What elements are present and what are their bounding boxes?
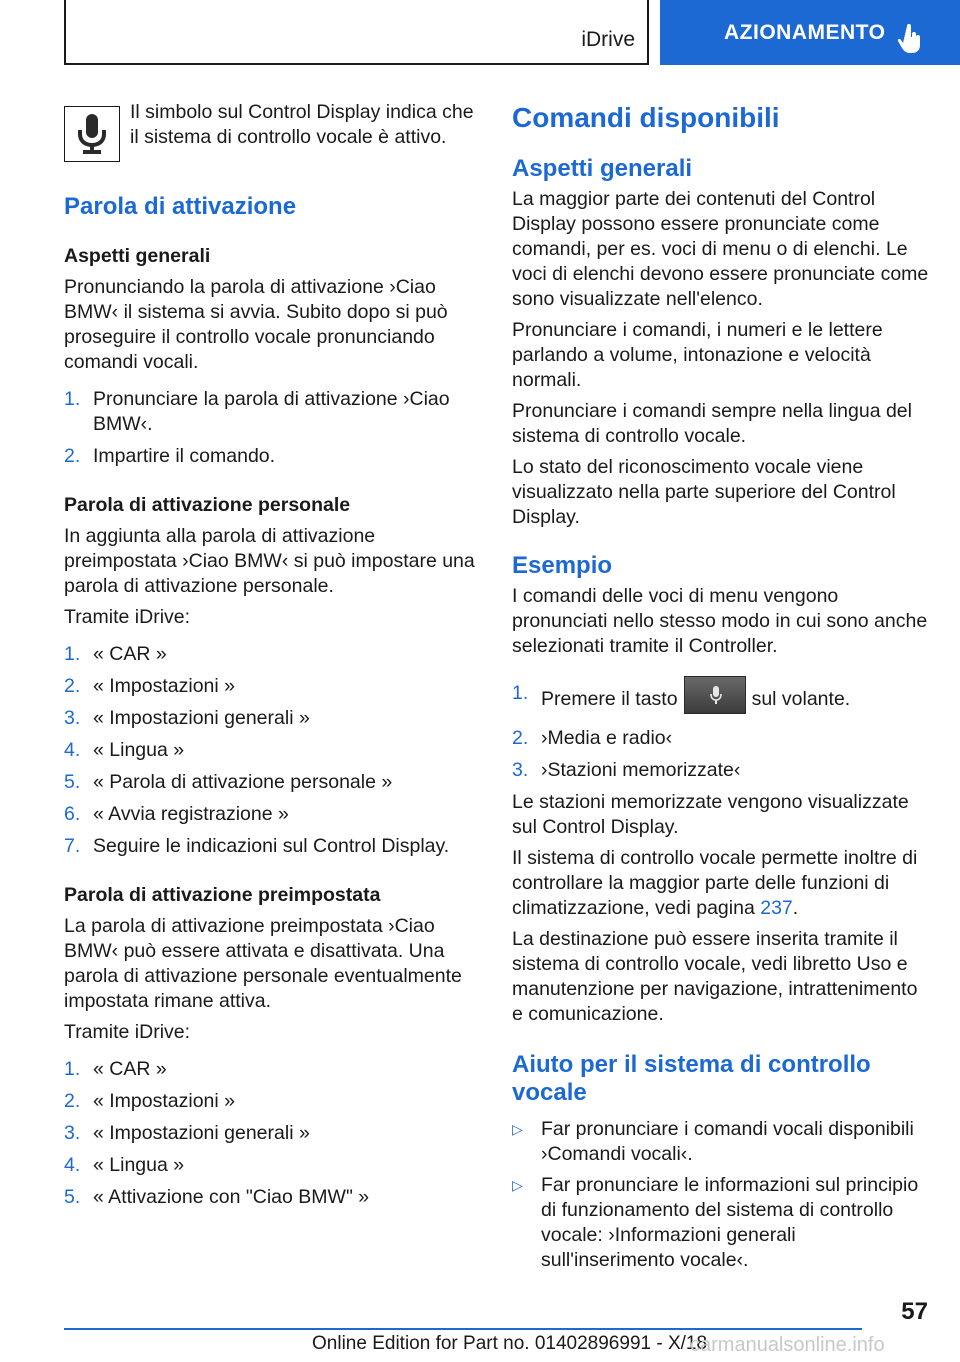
- list-item: 3. ›Stazioni memorizzate‹: [512, 759, 741, 781]
- list-item: ▷ Far pronunciare i comandi vocali disponibili ›Comandi vocali‹.: [512, 1118, 914, 1165]
- header-chapter-tab: [660, 0, 960, 65]
- left-column: [64, 100, 479, 1210]
- list-item: 2. ›Media e radio‹: [512, 727, 673, 749]
- steps-activation: [64, 387, 479, 469]
- heading-parola-personale: Parola di attivazione personale: [64, 494, 351, 516]
- heading-comandi-disponibili: Comandi disponibili: [512, 102, 780, 133]
- right-column: [512, 100, 930, 1273]
- header-chapter-title: AZIONAMENTO: [724, 20, 886, 44]
- footer-edition: Online Edition for Part no. 01402896991 - X/18: [312, 1333, 708, 1354]
- paragraph-destinazione: La destinazione può essere inserita tramite il sistema di controllo vocale, vedi libretto Uso e manutenzione per navigazione, intrattenimento e comunicazione.: [512, 928, 918, 1025]
- paragraph-parola-preimpostata: La parola di attivazione preimpostata ›Ciao BMW‹ può essere attivata e disattivata. Una parola di attivazione personale eventualmente impostata rimane attiva.: [64, 915, 462, 1012]
- paragraph-comandi-2: Pronunciare i comandi, i numeri e le lettere parlando a volume, intonazione e velocità normali.: [512, 319, 883, 391]
- list-item: 2. « Impostazioni »: [64, 675, 235, 697]
- list-item: 3. « Impostazioni generali »: [64, 1122, 310, 1144]
- list-item: 4. « Lingua »: [64, 1154, 185, 1176]
- paragraph-comandi-1: La maggior parte dei contenuti del Control Display possono essere pronunciate come comandi, per es. voci di menu o di elenchi. Le voci di elenchi devono essere pronunciate come sono visualizzate nell'elenco.: [512, 188, 929, 310]
- header-left-box: [64, 0, 649, 65]
- paragraph-comandi-4: Lo stato del riconoscimento vocale viene visualizzato nella parte superiore del Control Display.: [512, 456, 896, 528]
- heading-parola-preimpostata: Parola di attivazione preimpostata: [64, 884, 381, 906]
- hand-pointer-icon: [898, 24, 922, 54]
- page-number: 57: [901, 1298, 928, 1325]
- list-item: 6. « Avvia registrazione »: [64, 803, 289, 825]
- microphone-icon: [64, 106, 120, 162]
- paragraph-parola-personale: In aggiunta alla parola di attivazione preimpostata ›Ciao BMW‹ si può impostare una parola di attivazione personale.: [64, 525, 475, 597]
- paragraph-climatizzazione: Il sistema di controllo vocale permette inoltre di controllare la maggior parte delle funzioni di climatizzazione, vedi pagina 237.: [512, 847, 918, 919]
- paragraph-stazioni: Le stazioni memorizzate vengono visualizzate sul Control Display.: [512, 791, 909, 838]
- triangle-bullet-icon: ▷: [512, 1121, 523, 1137]
- triangle-bullet-icon: ▷: [512, 1177, 523, 1193]
- steps-preset-word: [64, 1057, 479, 1210]
- paragraph-tramite-idrive: Tramite iDrive:: [64, 606, 191, 628]
- steps-personal-word: [64, 642, 479, 859]
- heading-parola-di-attivazione: Parola di attivazione: [64, 193, 297, 220]
- voice-active-note-text: Il simbolo sul Control Display indica che il sistema di controllo vocale è attivo.: [130, 101, 474, 148]
- steering-voice-button-icon: [684, 676, 746, 714]
- voice-active-note: [64, 100, 479, 162]
- list-item: 2. « Impostazioni »: [64, 1090, 235, 1112]
- list-item: 1. Pronunciare la parola di attivazione ›Ciao BMW‹.: [64, 388, 450, 435]
- heading-esempio: Esempio: [512, 552, 613, 579]
- footer-divider: [64, 1328, 862, 1330]
- page-reference-link[interactable]: 237: [760, 897, 793, 919]
- heading-aspetti-generali-left: Aspetti generali: [64, 245, 211, 267]
- paragraph-aspetti-generali: Pronunciando la parola di attivazione ›Ciao BMW‹ il sistema si avvia. Subito dopo si può proseguire il controllo vocale pronunciando comandi vocali.: [64, 276, 448, 373]
- list-item: 1. « CAR »: [64, 1058, 167, 1080]
- list-item: 7. Seguire le indicazioni sul Control Display.: [64, 835, 450, 857]
- list-item: 1. Premere il tasto sul volante.: [512, 681, 930, 719]
- watermark: carmanualsonline.info: [690, 1334, 885, 1356]
- list-item: 1. « CAR »: [64, 643, 167, 665]
- list-item: 3. « Impostazioni generali »: [64, 707, 310, 729]
- list-item: ▷ Far pronunciare le informazioni sul principio di funzionamento del sistema di controllo vocale: ›Informazioni generali sull'inserimento vocale‹.: [512, 1174, 919, 1271]
- heading-aiuto: Aiuto per il sistema di controllo vocale: [512, 1051, 871, 1106]
- list-item: 2. Impartire il comando.: [64, 445, 276, 467]
- paragraph-comandi-3: Pronunciare i comandi sempre nella lingua del sistema di controllo vocale.: [512, 400, 912, 447]
- header-section-title: iDrive: [581, 28, 635, 51]
- list-item: 5. « Parola di attivazione personale »: [64, 771, 393, 793]
- paragraph-esempio: I comandi delle voci di menu vengono pronunciati nello stesso modo in cui sono anche selezionati tramite il Controller.: [512, 585, 928, 657]
- heading-aspetti-generali-right: Aspetti generali: [512, 155, 693, 182]
- list-item: 4. « Lingua »: [64, 739, 185, 761]
- help-bullet-list: [512, 1117, 930, 1273]
- steps-esempio: [512, 681, 930, 783]
- paragraph-tramite-idrive-2: Tramite iDrive:: [64, 1021, 191, 1043]
- list-item: 5. « Attivazione con "Ciao BMW" »: [64, 1186, 370, 1208]
